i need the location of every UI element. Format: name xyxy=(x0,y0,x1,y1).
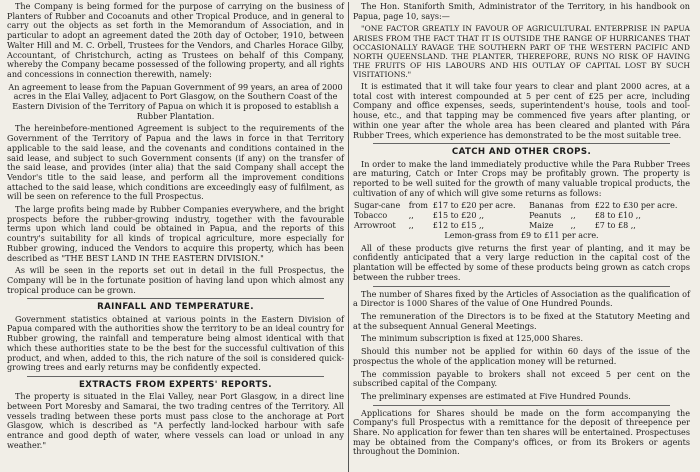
crop-name: Bananas xyxy=(529,201,564,211)
section-divider xyxy=(373,286,670,287)
agreement-paragraph: The hereinbefore-mentioned Agreement is subject to the requirements of the Government of the Territory of Papua and the laws in force in that Territory applicable to the said lease, and the covenants and conditions contained in the said lease, and subject to such Government consents (if any) on the transfer of the said lease, and provides (inter alia) that the said Company shall accept the Vendor's title to the said lease, and perform all the improvement conditions attached to the said lease, which conditions are exceedingly easy of fulfilment, as will be seen on reference to the full Prospectus. xyxy=(7,123,344,202)
extracts-heading: EXTRACTS FROM EXPERTS' REPORTS. xyxy=(79,379,272,390)
crop-price: £7 to £8 ,, xyxy=(594,220,636,230)
estimate-paragraph: It is estimated that it will take four years to clear and plant 2000 acres, at a total cost with interest compounded at 5 per cent of £25 per acre, including Company and office expenses, seeds, superintendent's house, tools and tool-house, etc., and that tapping may be commenced five years after planting, or within one year after the whole area has been cleared and planted with Pára Rubber Trees, which experience has demonstrated to be the most suitable tree. xyxy=(353,81,690,140)
section-divider xyxy=(373,143,670,144)
handbook-paragraph: The Hon. Staniforth Smith, Administrator of the Territory, in his handbook on Papua, page 10, says:— xyxy=(353,2,690,21)
prospectus-paragraph: As will be seen in the reports set out in detail in the full Prospectus, the Company will be in the fortunate position of having land upon which almost any tropical produce can be grown. xyxy=(7,265,344,295)
refund-paragraph: Should this number not be applied for within 60 days of the issue of the prospectus the whole of the application money will be returned. xyxy=(353,346,690,366)
profits-paragraph: The large profits being made by Rubber Companies everywhere, and the bright prospects before the rubber-growing industry, together with the favourable terms upon which land could be obtained in Papua, and the reports of this country's suitability for all kinds of tropical agriculture, more especially for Rubber growing, induced the Vendors to acquire this property, which has been described as "THE BEST LAND IN THE EASTERN DIVISION." xyxy=(7,204,344,263)
crop-name: Sugar-cane xyxy=(354,201,401,211)
crop-price: £22 to £30 per acre. xyxy=(594,201,678,211)
commission-paragraph: The commission payable to brokers shall not exceed 5 per cent on the subscribed capital of the Company. xyxy=(353,368,690,389)
crop-price: £8 to £10 ,, xyxy=(594,211,641,220)
crops-paragraph: In order to make the land immediately productive while the Para Rubber Trees are maturing, Catch or Inter Crops may be profitably grown. The property is reported to be well suited for the growth of many valuable tropical products, the cultivation of any of which will give some returns as follows: xyxy=(353,158,690,198)
rainfall-heading: RAINFALL AND TEMPERATURE. xyxy=(97,302,254,313)
section-divider xyxy=(27,376,324,377)
column-rule xyxy=(348,2,349,472)
minimum-subscription-paragraph: The minimum subscription is fixed at 125,000 Shares. xyxy=(361,333,584,344)
crop-price: £12 to £15 ,, xyxy=(432,220,485,230)
section-divider xyxy=(373,405,670,406)
crop-name: Tobacco xyxy=(354,211,388,220)
property-paragraph: The property is situated in the Elai Valley, near Port Glasgow, in a direct line between Port Moresby and Samarai, the two trading centres of the Territory. All vessels trading between these ports must pass close to the anchorage at Port Glasgow, which is described as "A perfectly land-locked harbour with safe entrance and good depth of water, where vessels can load or unload in any weather." xyxy=(7,391,344,450)
expenses-paragraph: The preliminary expenses are estimated at Five Hundred Pounds. xyxy=(361,390,631,401)
lease-paragraph: An agreement to lease from the Papuan Government of 99 years, an area of 2000 acres in the Elai Valley, adjacent to Port Glasgow, on the Southern Coast of the Eastern Division of the Territory of Papua on which it is proposed to establish a Rubber Plantation. xyxy=(8,81,343,121)
director-shares-paragraph: The number of Shares fixed by the Articles of Association as the qualification of a Director is 1000 Shares of the value of One Hundred Pounds. xyxy=(353,288,690,309)
crop-name: Peanuts xyxy=(529,211,562,220)
returns-paragraph: All of these products give returns the first year of planting, and it may be confidently anticipated that a very large reduction in the capital cost of the plantation will be effected by some of these products being grown as catch crops between the rubber trees. xyxy=(353,242,690,282)
crop-name: Maize xyxy=(529,220,554,230)
table-row xyxy=(353,221,690,231)
table-row xyxy=(353,201,690,211)
section-divider xyxy=(27,298,324,299)
crop-price-table xyxy=(353,201,690,230)
crop-from: from xyxy=(408,201,428,211)
lemon-grass-line: Lemon-grass from £9 to £11 per acre. xyxy=(444,231,599,241)
hurricane-quote: "ONE FACTOR GREATLY IN FAVOUR OF AGRICULTURAL ENTERPRISE IN PAPUA ARISES FROM THE FACT THAT IT IS OUTSIDE THE RANGE OF HURRICANES THAT OCCASIONALLY RAVAGE THE SOUTHERN PART OF THE WESTERN PACIFIC AND NORTH QUEENSLAND. THE PLANTER, THEREFORE, RUNS NO RISK OF HAVING THE FRUITS OF HIS LABOURS AND HIS OUTLAY OF CAPITAL LOST BY SUCH VISITATIONS." xyxy=(353,24,690,79)
crop-from: ,, xyxy=(570,211,576,220)
crop-from: ,, xyxy=(408,211,414,220)
crop-price: £17 to £20 per acre. xyxy=(432,201,516,211)
crop-from: ,, xyxy=(408,220,414,230)
catch-crops-heading: CATCH AND OTHER CROPS. xyxy=(451,147,592,158)
crop-from: ,, xyxy=(570,220,576,230)
applications-paragraph: Applications for Shares should be made on the form accompanying the Company's full Prospectus with a remittance for the deposit of threepence per Share. No application for fewer than ten shares will be entertained. Prospectuses may be obtained from the Company's offices, or from its Brokers or agents throughout the Dominion. xyxy=(353,407,690,457)
table-row xyxy=(353,211,690,221)
left-column xyxy=(4,2,347,472)
rainfall-paragraph: Government statistics obtained at various points in the Eastern Division of Papua compared with the authorities show the territory to be an ideal country for Rubber growing, the rainfall and temperature being almost identical with that which these authorities state to be the best for the successful cultivation of this product, and when, added to this, the rich nature of the soil is considered quick-growing trees and early returns may be confidently expected. xyxy=(7,313,344,373)
crop-from: from xyxy=(570,201,590,211)
right-column xyxy=(350,2,693,472)
intro-paragraph: The Company is being formed for the purpose of carrying on the business of Planters of Rubber and Cocoanuts and other Tropical Produce, and in general to carry out the objects as set forth in the Memorandum of Association, and in particular to adopt an agreement dated the 20th day of October, 1910, between Walter Hill and M. C. Orbell, Trustees for the Vendors, and Charles Horace Gilby, Accountant, of Christchurch, acting as Trustees on behalf of this Company, whereby the Company became possessed of the following property, and all rights and concessions in connection therewith, namely: xyxy=(7,2,344,79)
remuneration-paragraph: The remuneration of the Directors is to be fixed at the Statutory Meeting and at the subsequent Annual General Meetings. xyxy=(353,311,690,331)
crop-name: Arrowroot xyxy=(354,220,396,230)
crop-price: £15 to £20 ,, xyxy=(432,211,485,220)
